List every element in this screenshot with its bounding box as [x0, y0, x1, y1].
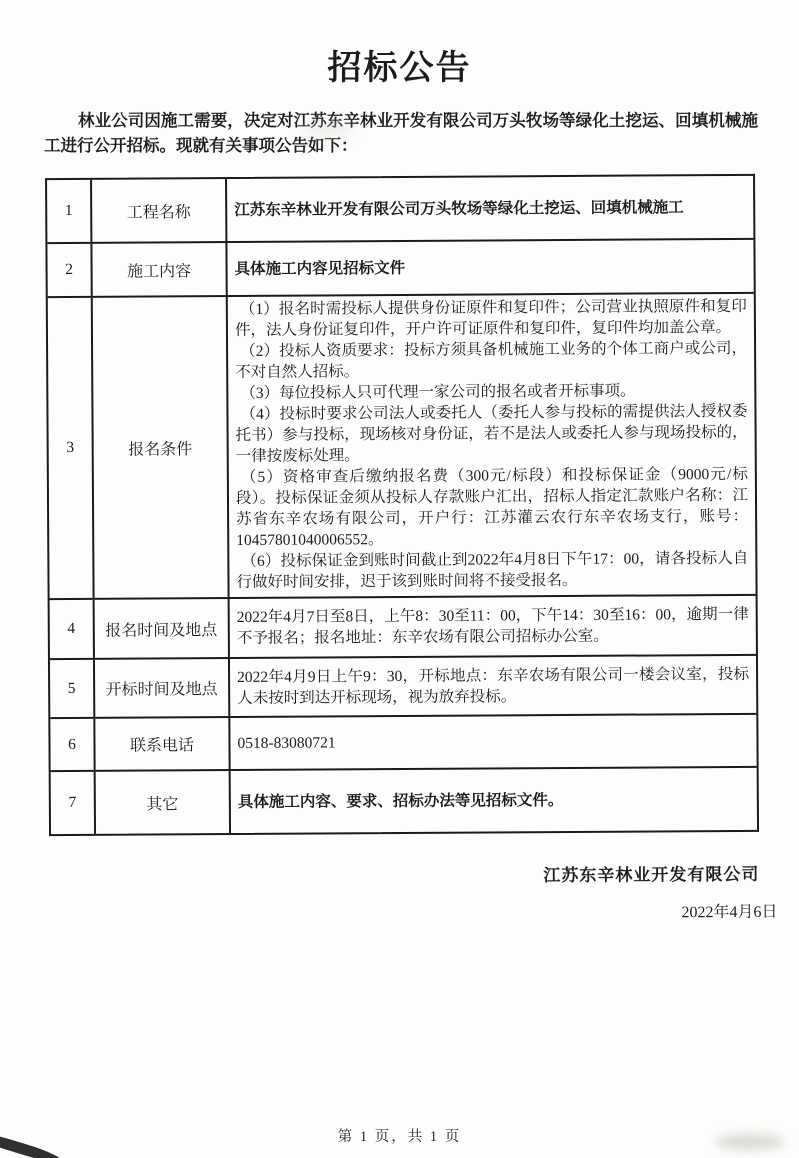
table-row	[50, 713, 756, 770]
row-number: 5	[50, 660, 95, 717]
condition-item: （4）投标时要求公司法人或委托人（委托人参与投标的需提供法人授权委托书）参与投标，现场核对身份证，若不是法人或委托人参与现场投标的，一律按废标处理。	[235, 402, 748, 466]
table-row	[51, 766, 757, 834]
row-content: 具体施工内容、要求、招标办法等见招标文件。	[237, 791, 564, 811]
row-number: 1	[47, 180, 92, 242]
row-content: 江苏东辛林业开发有限公司万头牧场等绿化土挖运、回填机械施工	[234, 198, 684, 219]
row-label: 工程名称	[92, 179, 227, 242]
condition-item: （5）资格审查后缴纳报名费（300元/标段）和投标保证金（9000元/标段）。投标保证金须从投标人存款账户汇出，招标人指定汇款账户名称：江苏省东辛农场有限公司，开户行：江苏灌云农行东辛农场支行，账号：10457801040006552。	[235, 465, 749, 550]
row-content	[228, 294, 756, 597]
row-label: 联系电话	[95, 718, 230, 770]
intro-paragraph: 林业公司因施工需要，决定对江苏东辛林业开发有限公司万头牧场等绿化土挖运、回填机械施工进行公开招标。现就有关事项公告如下：	[44, 111, 758, 155]
page-number-footer: 第 1 页，共 1 页	[337, 1129, 462, 1145]
row-label: 开标时间及地点	[95, 659, 230, 717]
row-content: 0518-83080721	[237, 734, 336, 752]
condition-item: （6）投标保证金到账时间截止到2022年4月8日下午17：00，请各投标人自行做好时间安排，迟于该到账时间将不接受报名。	[236, 549, 749, 592]
issuer-signature: 江苏东辛林业开发有限公司	[543, 864, 760, 886]
row-number: 7	[51, 772, 96, 834]
table-row	[50, 654, 756, 717]
page-title: 招标公告	[327, 50, 472, 87]
row-content: 2022年4月7日至8日，上午8：30至11：00，下午14：30至16：00，逾期一律不予报名；报名地址：东辛农场有限公司招标办公室。	[236, 605, 749, 647]
row-content: 具体施工内容见招标文件	[234, 259, 406, 278]
condition-item: （1）报名时需投标人提供身份证原件和复印件；公司营业执照原件和复印件，法人身份证复印件，开户许可证原件和复印件，复印件均加盖公章。	[234, 297, 747, 340]
row-content: 2022年4月9日上午9：30，开标地点：东辛农场有限公司一楼会议室，投标人未按时到达开标现场，视为放弃投标。	[237, 665, 750, 707]
table-row	[48, 292, 756, 598]
row-number: 4	[50, 600, 95, 658]
row-label: 施工内容	[92, 243, 227, 296]
row-label: 报名时间及地点	[95, 599, 230, 658]
condition-item: （3）每位投标人只可代理一家公司的报名或者开标事项。	[240, 382, 636, 402]
row-label: 报名条件	[93, 297, 230, 598]
row-number: 2	[47, 244, 92, 296]
table-row	[50, 594, 756, 658]
table-row	[47, 238, 753, 296]
row-number: 3	[48, 298, 95, 598]
issue-date: 2022年4月6日	[681, 903, 778, 922]
tender-info-table	[45, 174, 759, 836]
condition-item: （2）投标人资质要求：投标方须具备机械施工业务的个体工商户或公司，不对自然人招标。	[235, 339, 748, 382]
row-number: 6	[50, 719, 95, 770]
table-row	[47, 176, 753, 242]
row-label: 其它	[96, 771, 231, 834]
